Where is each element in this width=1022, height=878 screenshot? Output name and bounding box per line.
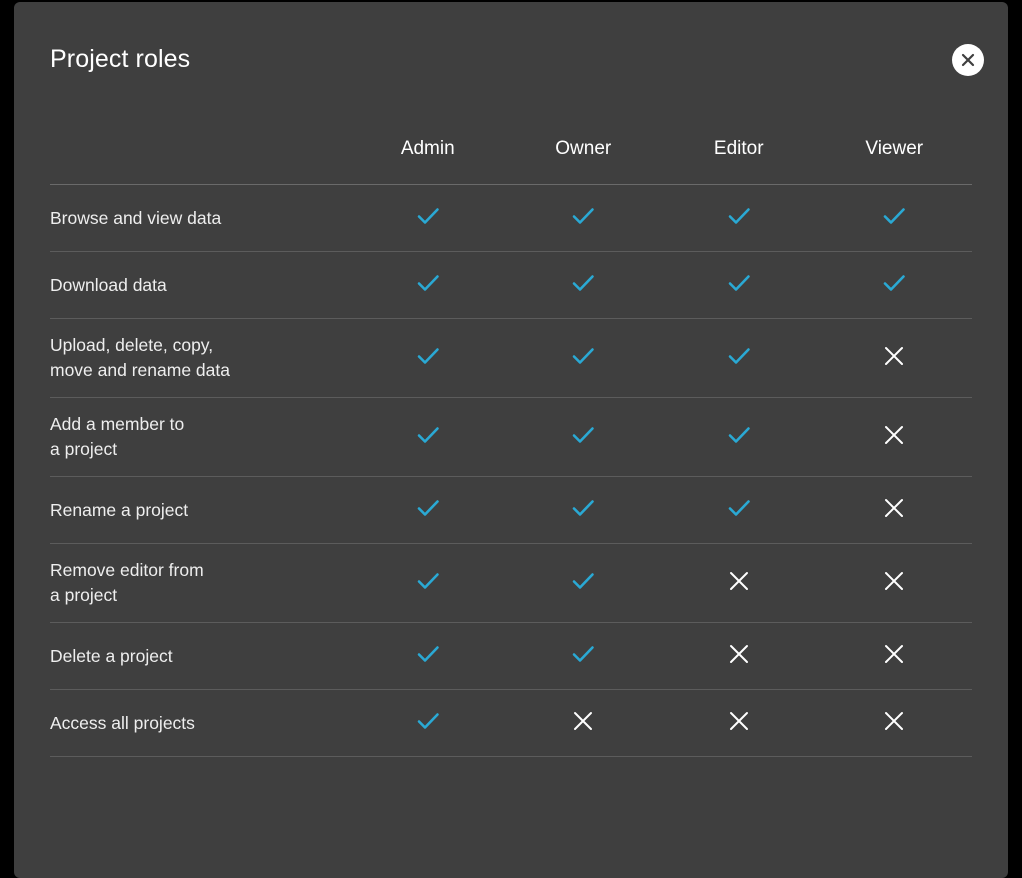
feature-label — [50, 690, 350, 757]
check-icon — [726, 203, 752, 229]
check-icon — [570, 568, 596, 594]
feature-label — [50, 319, 350, 398]
check-icon — [726, 495, 752, 521]
cross-icon — [726, 641, 752, 667]
header-row — [50, 114, 972, 185]
cross-icon — [881, 641, 907, 667]
permission-cell-editor — [661, 398, 817, 477]
permission-cell-admin — [350, 477, 506, 544]
feature-label — [50, 398, 350, 477]
check-icon — [570, 343, 596, 369]
check-icon — [570, 203, 596, 229]
permission-cell-owner — [506, 690, 662, 757]
permission-cell-viewer — [817, 252, 973, 319]
feature-label-line1: Remove editor from — [50, 560, 204, 580]
cross-icon — [726, 568, 752, 594]
feature-label — [50, 477, 350, 544]
permission-cell-owner — [506, 319, 662, 398]
close-icon — [959, 51, 977, 69]
check-icon — [726, 422, 752, 448]
permission-cell-owner — [506, 623, 662, 690]
table-row — [50, 690, 972, 757]
feature-label-line1: Delete a project — [50, 645, 173, 666]
cross-icon — [881, 568, 907, 594]
feature-label — [50, 185, 350, 252]
permission-cell-admin — [350, 544, 506, 623]
feature-label-line2: move and rename data — [50, 360, 230, 380]
cross-icon — [570, 708, 596, 734]
table-row — [50, 398, 972, 477]
table-row — [50, 544, 972, 623]
permission-cell-viewer — [817, 544, 973, 623]
permission-cell-admin — [350, 185, 506, 252]
table-row — [50, 623, 972, 690]
permission-cell-viewer — [817, 319, 973, 398]
permission-cell-admin — [350, 252, 506, 319]
dialog-title: Project roles — [50, 45, 191, 73]
feature-label-line1: Upload, delete, copy, — [50, 335, 214, 355]
permission-cell-viewer — [817, 690, 973, 757]
permission-cell-viewer — [817, 398, 973, 477]
permission-cell-viewer — [817, 477, 973, 544]
feature-label-line1: Add a member to — [50, 414, 185, 434]
cross-icon — [881, 343, 907, 369]
feature-label — [50, 252, 350, 319]
column-header-editor: Editor — [661, 114, 817, 185]
permission-cell-admin — [350, 690, 506, 757]
check-icon — [881, 203, 907, 229]
permission-cell-owner — [506, 185, 662, 252]
permission-cell-owner — [506, 544, 662, 623]
permission-cell-owner — [506, 252, 662, 319]
permission-cell-viewer — [817, 623, 973, 690]
permission-cell-editor — [661, 690, 817, 757]
feature-label — [50, 623, 350, 690]
permission-cell-editor — [661, 319, 817, 398]
feature-label-line1: Download data — [50, 274, 167, 295]
table-body — [50, 185, 972, 757]
check-icon — [570, 495, 596, 521]
permission-cell-editor — [661, 252, 817, 319]
permission-cell-owner — [506, 477, 662, 544]
check-icon — [726, 270, 752, 296]
check-icon — [415, 641, 441, 667]
permission-cell-editor — [661, 544, 817, 623]
permission-cell-viewer — [817, 185, 973, 252]
permission-cell-editor — [661, 623, 817, 690]
check-icon — [415, 708, 441, 734]
check-icon — [415, 270, 441, 296]
table-row — [50, 185, 972, 252]
cross-icon — [881, 708, 907, 734]
feature-label-line1: Access all projects — [50, 712, 195, 733]
table-row — [50, 319, 972, 398]
table-row — [50, 477, 972, 544]
feature-label — [50, 544, 350, 623]
permission-cell-admin — [350, 319, 506, 398]
column-header-admin: Admin — [350, 114, 506, 185]
roles-table — [50, 114, 972, 757]
table-header — [50, 114, 972, 185]
permission-cell-admin — [350, 623, 506, 690]
feature-label-line2: a project — [50, 439, 118, 459]
permission-cell-owner — [506, 398, 662, 477]
check-icon — [726, 343, 752, 369]
feature-label-line1: Browse and view data — [50, 207, 222, 228]
feature-label-line1: Rename a project — [50, 499, 189, 520]
feature-label-line2: a project — [50, 585, 118, 605]
check-icon — [415, 422, 441, 448]
table-row — [50, 252, 972, 319]
roles-table-container — [50, 114, 972, 757]
column-header-feature — [50, 114, 350, 185]
cross-icon — [726, 708, 752, 734]
permission-cell-editor — [661, 477, 817, 544]
check-icon — [415, 568, 441, 594]
check-icon — [570, 422, 596, 448]
check-icon — [570, 270, 596, 296]
check-icon — [415, 203, 441, 229]
column-header-owner: Owner — [506, 114, 662, 185]
check-icon — [415, 343, 441, 369]
cross-icon — [881, 495, 907, 521]
project-roles-dialog — [14, 2, 1008, 878]
close-button[interactable] — [952, 44, 984, 76]
cross-icon — [881, 422, 907, 448]
permission-cell-admin — [350, 398, 506, 477]
permission-cell-editor — [661, 185, 817, 252]
check-icon — [570, 641, 596, 667]
column-header-viewer: Viewer — [817, 114, 973, 185]
check-icon — [881, 270, 907, 296]
check-icon — [415, 495, 441, 521]
